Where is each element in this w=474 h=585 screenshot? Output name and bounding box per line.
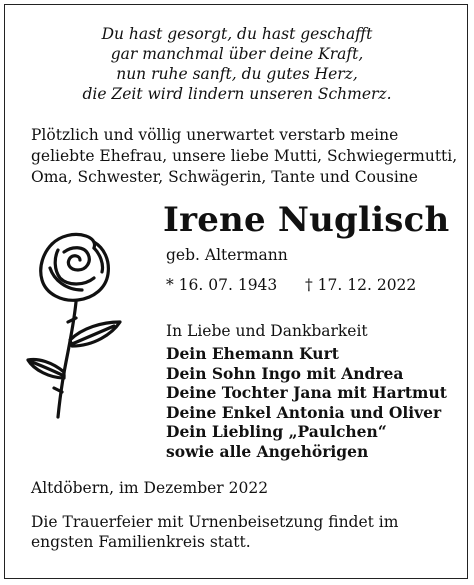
mourner-line: Deine Enkel Antonia und Oliver xyxy=(166,402,442,422)
mourner-line: Deine Tochter Jana mit Hartmut xyxy=(166,383,447,402)
poem-line: gar manchmal über deine Kraft, xyxy=(110,45,364,63)
intro-text xyxy=(31,125,458,188)
intro-line: Oma, Schwester, Schwägerin, Tante und Cousine xyxy=(31,168,418,186)
intro-line: Plötzlich und völlig unerwartet verstarb meine xyxy=(31,126,399,144)
poem-line: nun ruhe sanft, du gutes Herz, xyxy=(116,65,358,83)
funeral-line: engsten Familienkreis statt. xyxy=(31,533,251,551)
mourners-list xyxy=(166,344,447,461)
birth-date: * 16. 07. 1943 xyxy=(166,276,278,294)
mourner-line: Dein Ehemann Kurt xyxy=(166,344,339,363)
deceased-name: Irene Nuglisch xyxy=(163,200,450,240)
rose-icon xyxy=(22,222,137,422)
gratitude-line: In Liebe und Dankbarkeit xyxy=(166,322,368,340)
poem-line: Du hast gesorgt, du hast geschafft xyxy=(101,25,373,43)
mourner-line: Dein Liebling „Paulchen“ xyxy=(166,422,387,441)
poem xyxy=(0,24,474,104)
funeral-line: Die Trauerfeier mit Urnenbeisetzung findet im xyxy=(31,513,399,531)
mourner-line: Dein Sohn Ingo mit Andrea xyxy=(166,363,404,383)
mourner-line: sowie alle Angehörigen xyxy=(166,441,369,461)
funeral-notice xyxy=(31,512,451,552)
intro-line: geliebte Ehefrau, unsere liebe Mutti, Schwiegermutti, xyxy=(31,147,458,165)
death-date: † 17. 12. 2022 xyxy=(305,276,417,294)
place-date: Altdöbern, im Dezember 2022 xyxy=(31,479,269,497)
birth-name: geb. Altermann xyxy=(166,246,288,264)
poem-line: die Zeit wird lindern unseren Schmerz. xyxy=(82,85,392,103)
